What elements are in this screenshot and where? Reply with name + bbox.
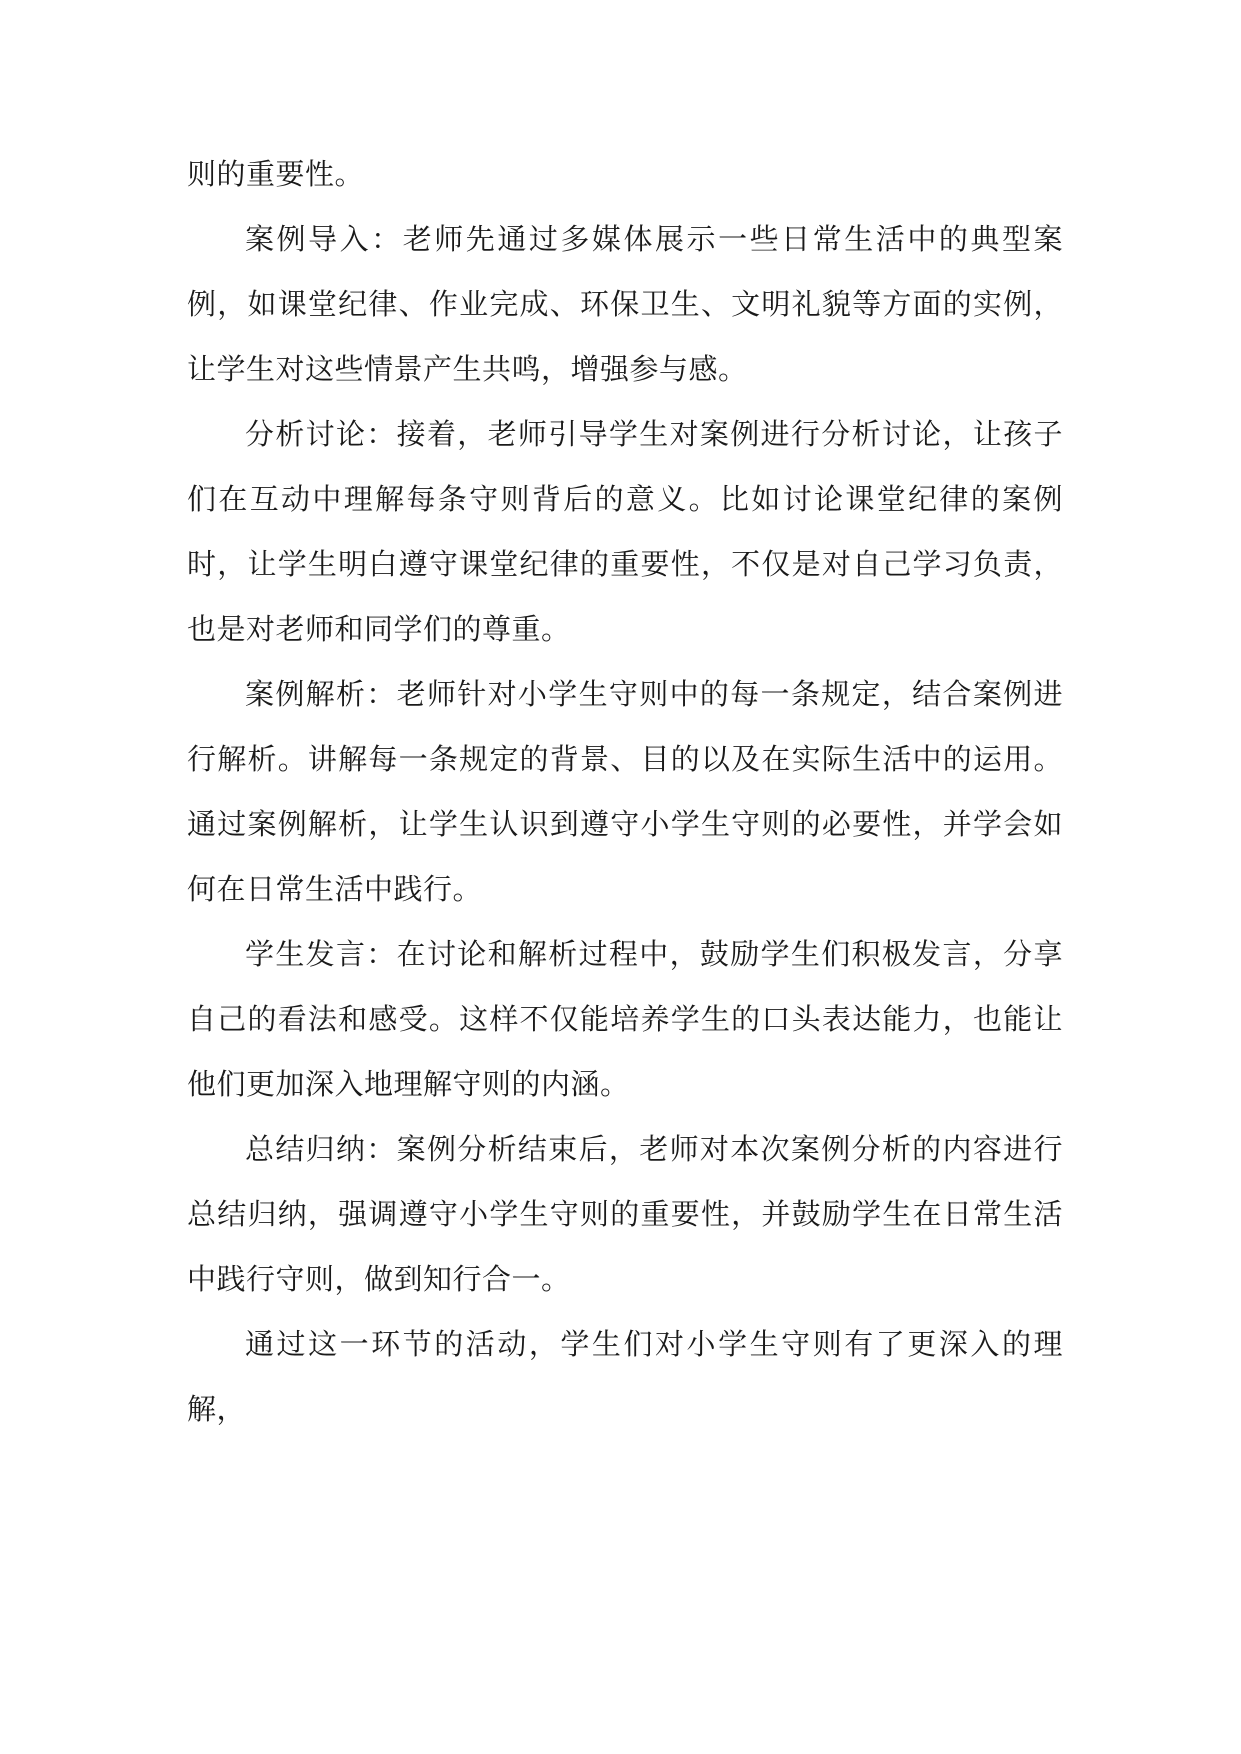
paragraph-conclusion: 通过这一环节的活动，学生们对小学生守则有了更深入的理解， bbox=[187, 1327, 1063, 1426]
paragraph-case-intro: 案例导入：老师先通过多媒体展示一些日常生活中的典型案例，如课堂纪律、作业完成、环保卫生、文明礼貌等方面的实例，让学生对这些情景产生共鸣，增强参与感。 bbox=[187, 222, 1063, 386]
paragraph-analysis-discussion: 分析讨论：接着，老师引导学生对案例进行分析讨论，让孩子们在互动中理解每条守则背后的意义。比如讨论课堂纪律的案例时，让学生明白遵守课堂纪律的重要性，不仅是对自己学习负责，也是对老师和同学们的尊重。 bbox=[187, 417, 1063, 646]
paragraph-continuation: 则的重要性。 bbox=[187, 157, 365, 191]
paragraph-student-speech: 学生发言：在讨论和解析过程中，鼓励学生们积极发言，分享自己的看法和感受。这样不仅能培养学生的口头表达能力，也能让他们更加深入地理解守则的内涵。 bbox=[187, 937, 1063, 1101]
body-text bbox=[187, 142, 1063, 1442]
paragraph-summary: 总结归纳：案例分析结束后，老师对本次案例分析的内容进行总结归纳，强调遵守小学生守则的重要性，并鼓励学生在日常生活中践行守则，做到知行合一。 bbox=[187, 1132, 1063, 1296]
paragraph-case-explanation: 案例解析：老师针对小学生守则中的每一条规定，结合案例进行解析。讲解每一条规定的背景、目的以及在实际生活中的运用。通过案例解析，让学生认识到遵守小学生守则的必要性，并学会如何在日常生活中践行。 bbox=[187, 677, 1063, 906]
